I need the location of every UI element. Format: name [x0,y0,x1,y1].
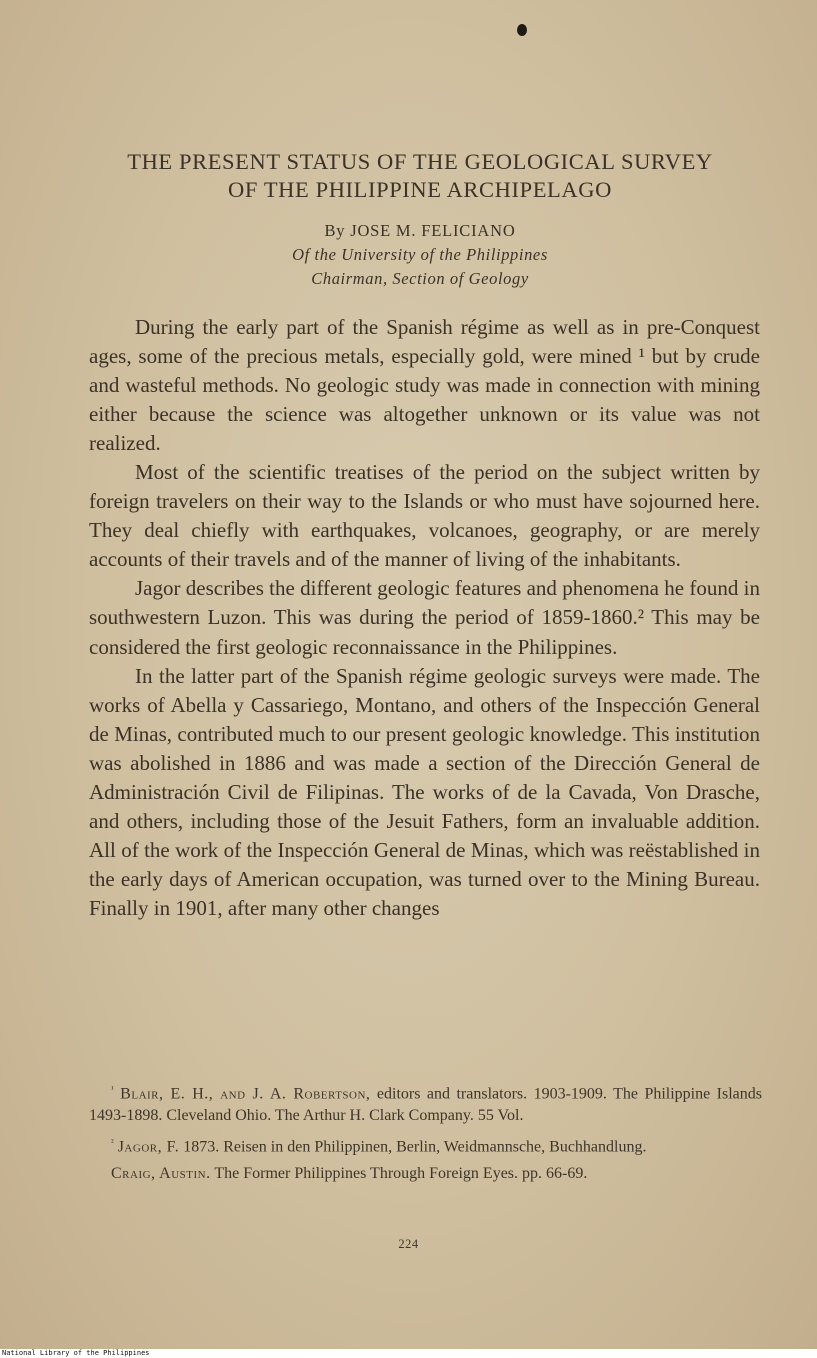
footnote-1-text: editors and translators. 1903-1909. The Philippine Islands 1493-1898. Cleveland Ohio. The Arthur H. Clark Company. 55 Vol. [89,1085,763,1125]
footnote-2 [89,1131,762,1158]
author-byline: By JOSE M. FELICIANO [324,221,516,240]
body-paragraph-4: In the latter part of the Spanish régime geologic surveys were made. The works of Abella y Cassariego, Montano, and others of the Inspección General de Minas, contributed much to our present geologic knowledge. This institution was abolished in 1886 and was made a section of the Dirección General de Administración Civil de Filipinas. The works of de la Cavada, Von Drasche, and others, including those of the Jesuit Fathers, form an invaluable addition. All of the work of the Inspección General de Minas, which was reëstablished in the early days of American occupation, was turned over to the Mining Bureau. Finally in 1901, after many other changes [89,663,760,920]
article-body [89,313,760,923]
body-paragraph-1: During the early part of the Spanish régime as well as in pre-Conquest ages, some of the precious metals, especially gold, were mined ¹ but by crude and wasteful methods. No geologic study was made in connection with mining either because the science was altogether unknown or its value was not realized. [89,315,760,456]
footnote-1 [89,1078,762,1127]
ink-dot [517,24,527,36]
footnote-2-text: 1873. Reisen in den Philippinen, Berlin, Weidmannsche, Buchhandlung. [183,1138,647,1156]
footnote-3-text: The Former Philippines Through Foreign Eyes. pp. 66-69. [214,1164,588,1182]
author-position: Chairman, Section of Geology [311,269,529,288]
body-paragraph-3: Jagor describes the different geologic features and phenomena he found in southwestern Luzon. This was during the period of 1859-1860.² This may be considered the first geologic reconnaissance in the Philippines. [89,576,760,659]
article-title-line-1: THE PRESENT STATUS OF THE GEOLOGICAL SURVEY [127,149,713,174]
footnote-3-author: Craig, Austin. [111,1164,211,1182]
body-paragraph-2: Most of the scientific treatises of the period on the subject written by foreign travelers on their way to the Islands or who must have sojourned here. They deal chiefly with earthquakes, volcanoes, geography, or are merely accounts of their travels and of the manner of living of the inhabitants. [89,460,760,572]
article-title-line-2: OF THE PHILIPPINE ARCHIPELAGO [228,177,612,202]
footnote-1-marker: ¹ [111,1084,114,1094]
author-affiliation: Of the University of the Philippines [292,245,548,264]
page-number: 224 [398,1237,419,1251]
footnote-divider [89,1056,759,1057]
footnotes [89,1078,762,1189]
footnote-2-marker: ² [111,1137,114,1148]
footnote-2-author: Jagor, F. [117,1138,180,1156]
scan-credit-line: National Library of the Philippines [0,1349,817,1358]
footnote-3 [89,1163,762,1185]
footnote-1-author: Blair, E. H., and J. A. Robertson, [120,1085,371,1103]
